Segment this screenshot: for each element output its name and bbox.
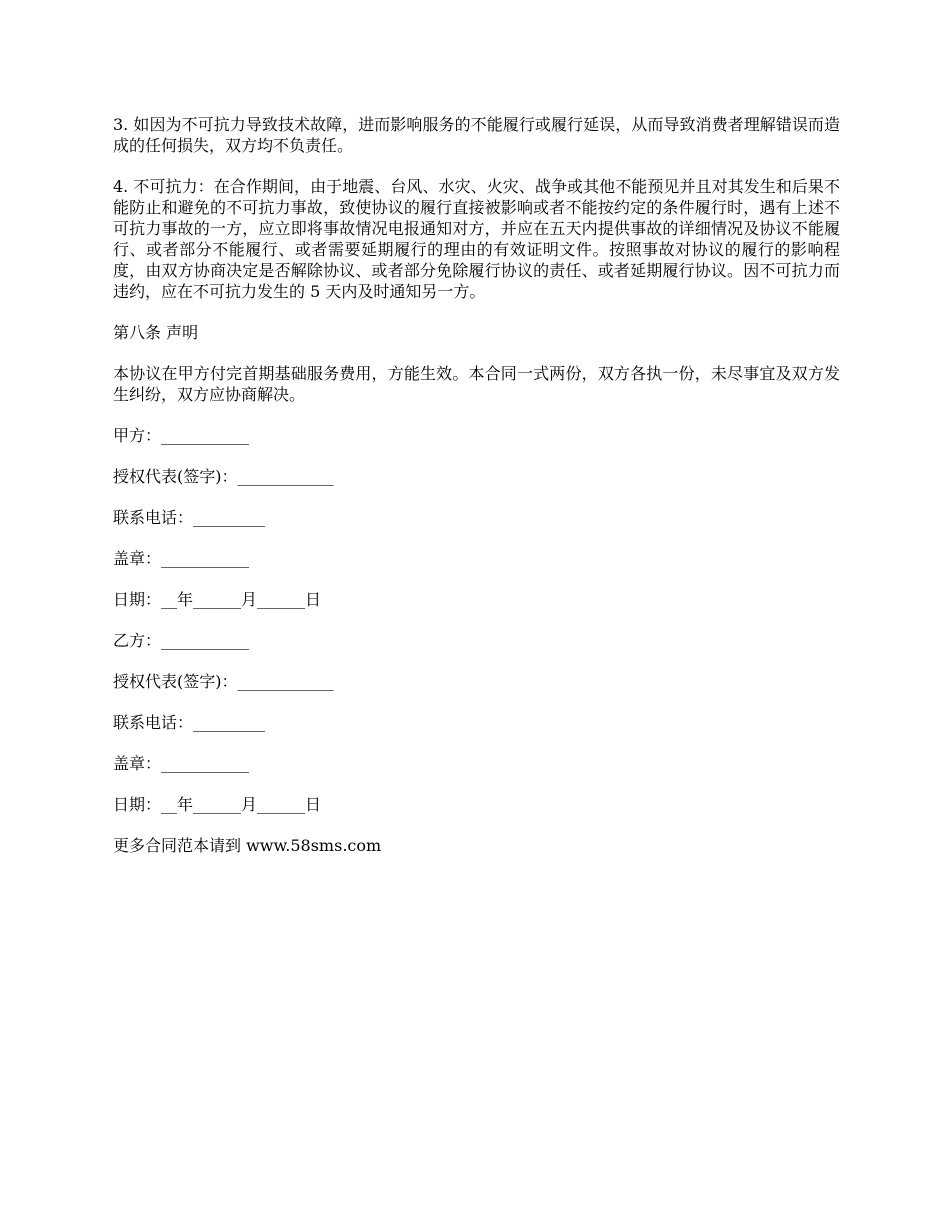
party-b-name-line: 乙方：___________ [113, 631, 250, 650]
clause-3-paragraph: 3. 如因为不可抗力导致技术故障，进而影响服务的不能履行或履行延误，从而导致消费者理解错误而造成的任何损失，双方均不负责任。 [113, 115, 840, 155]
declaration-paragraph: 本协议在甲方付完首期基础服务费用，方能生效。本合同一式两份，双方各执一份，未尽事宜及双方发生纠纷，双方应协商解决。 [113, 364, 840, 404]
party-b-date-line: 日期：__年______月______日 [113, 795, 322, 814]
party-a-phone-line: 联系电话：_________ [113, 508, 266, 527]
party-a-representative-line: 授权代表(签字)：____________ [113, 467, 334, 486]
party-a-name-line: 甲方：___________ [113, 426, 250, 445]
article-8-heading: 第八条 声明 [113, 323, 199, 342]
party-a-signature-block [113, 425, 840, 610]
clause-4-force-majeure-paragraph: 4. 不可抗力：在合作期间，由于地震、台风、水灾、火灾、战争或其他不能预见并且对其发生和后果不能防止和避免的不可抗力事故，致使协议的履行直接被影响或者不能按约定的条件履行时，遇有上述不可抗力事故的一方，应立即将事故情况电报通知对方，并应在五天内提供事故的详细情况及协议不能履行、或者部分不能履行、或者需要延期履行的理由的有效证明文件。按照事故对协议的履行的影响程度，由双方协商决定是否解除协议、或者部分免除履行协议的责任、或者延期履行协议。因不可抗力而违约，应在不可抗力发生的 5 天内及时通知另一方。 [113, 177, 840, 301]
party-b-signature-block [113, 630, 840, 815]
party-a-seal-line: 盖章：___________ [113, 549, 250, 568]
party-b-representative-line: 授权代表(签字)：____________ [113, 672, 334, 691]
document-page [113, 114, 840, 856]
footer-link-text: 更多合同范本请到 www.58sms.com [113, 836, 382, 855]
party-b-phone-line: 联系电话：_________ [113, 713, 266, 732]
party-a-date-line: 日期：__年______月______日 [113, 590, 322, 609]
party-b-seal-line: 盖章：___________ [113, 754, 250, 773]
